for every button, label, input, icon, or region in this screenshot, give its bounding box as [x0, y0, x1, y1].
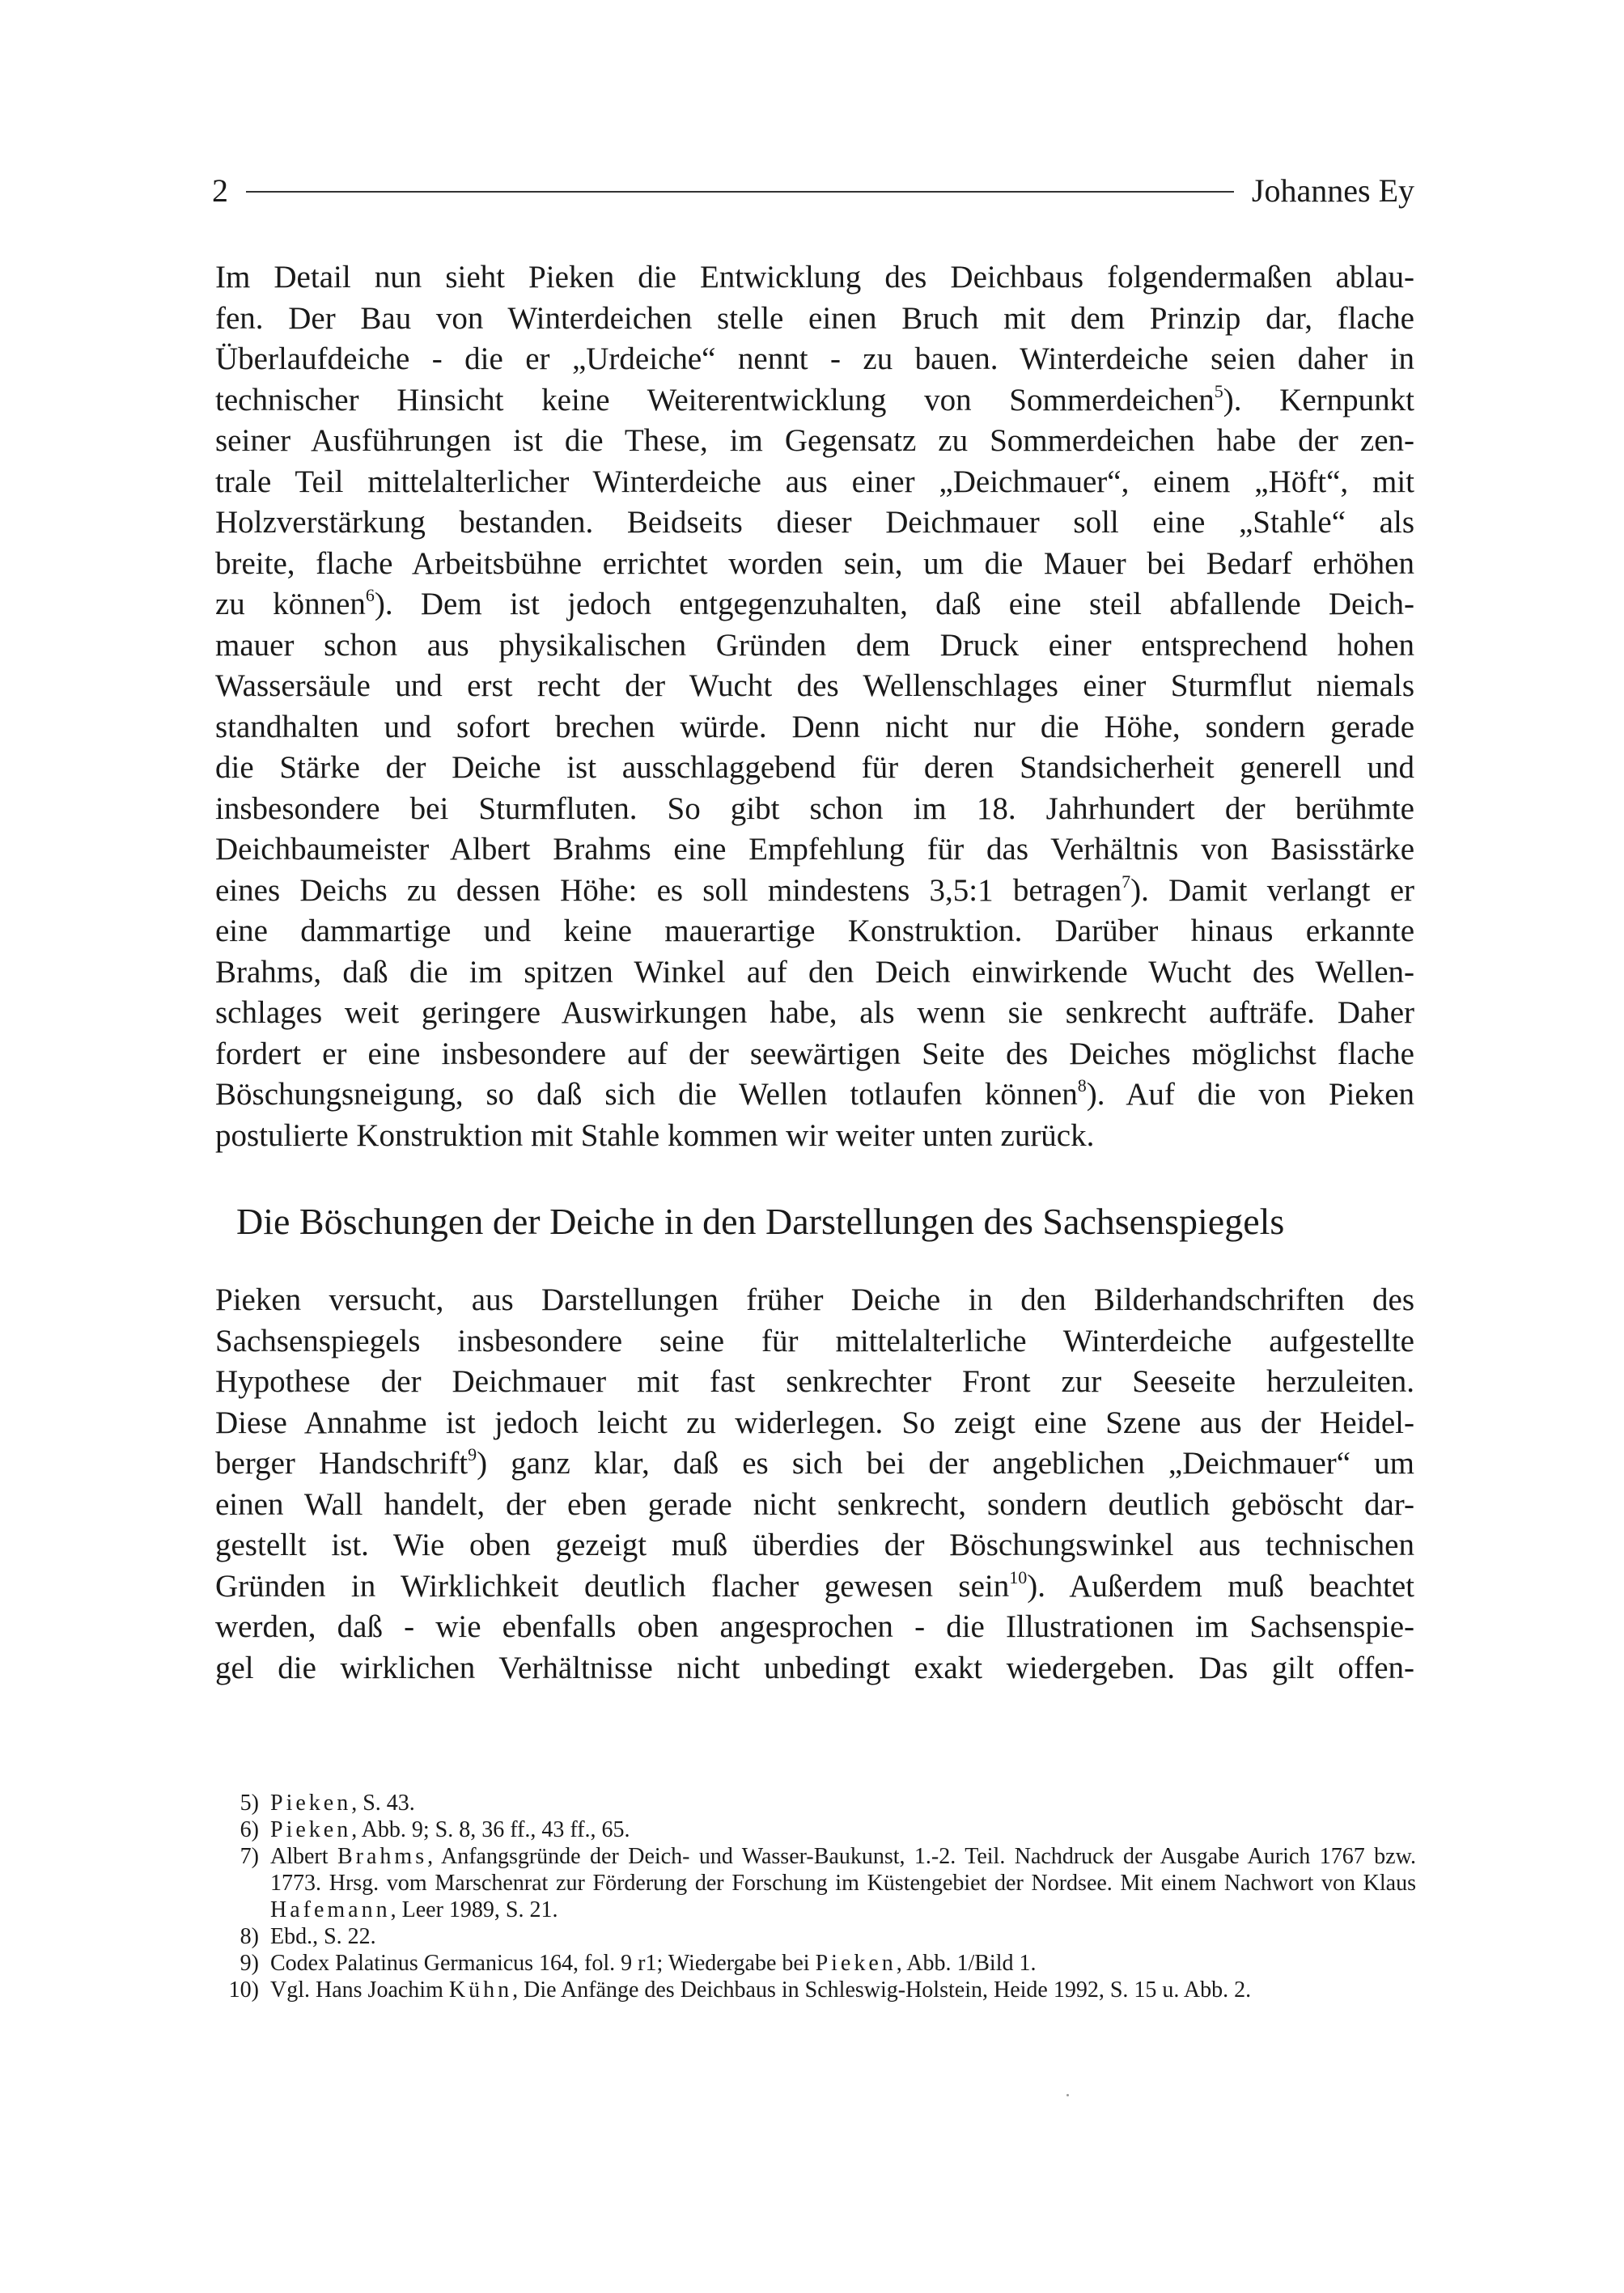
text-line: mauer schon aus physikalischen Gründen dem Druck einer entsprechend hohen	[215, 627, 1414, 663]
text-line: trale Teil mittelalterlicher Winterdeiche aus einer „Deichmauer“, einem „Höft“, mit	[215, 464, 1414, 499]
footnote-7: 7) Albert Brahms, Anfangsgründe der Deich- und Wasser-Baukunst, 1.-2. Teil. Nachdruck der Ausgabe Aurich 1767 bzw. 1773. Hrsg. vom Marschenrat zur Förderung der Forschung im Küstengebiet der Nordsee. Mit einem Nachwort von Klaus Hafemann, Leer 1989, S. 21.	[202, 1843, 1416, 1923]
footnote-5: 5) Pieken, S. 43.	[202, 1790, 1416, 1816]
paragraph-2	[215, 1280, 1414, 1689]
section-heading: Die Böschungen der Deiche in den Darstellungen des Sachsenspiegels	[236, 1201, 1285, 1242]
footnote-8: 8) Ebd., S. 22.	[202, 1923, 1416, 1950]
text-line: seiner Ausführungen ist die These, im Gegensatz zu Sommerdeichen habe der zen-	[215, 423, 1414, 458]
footnote-number: 10)	[228, 1977, 259, 2003]
page-header	[212, 166, 1414, 214]
author-name: Brahms	[337, 1844, 428, 1869]
text-line: werden, daß - wie ebenfalls oben angesprochen - die Illustrationen im Sachsenspie-	[215, 1609, 1414, 1644]
author-name: Hafemann	[270, 1897, 391, 1922]
text-line: Wassersäule und erst recht der Wucht des Wellenschlages einer Sturmflut niemals	[215, 668, 1414, 703]
text-line: fordert er eine insbesondere auf der seewärtigen Seite des Deiches möglichst flache	[215, 1036, 1414, 1071]
author-name: Pieken	[270, 1817, 352, 1842]
text-line: schlages weit geringere Auswirkungen habe, als wenn sie senkrecht aufträfe. Daher	[215, 995, 1414, 1030]
footnote-9: 9) Codex Palatinus Germanicus 164, fol. 9 r1; Wiedergabe bei Pieken, Abb. 1/Bild 1.	[202, 1950, 1416, 1977]
footnote-ref-6[interactable]: 6	[365, 585, 375, 605]
footnote-number: 7)	[240, 1844, 259, 1869]
text-line: zu können$^6$). Dem ist jedoch entgegenzuhalten, daß eine steil abfallende Deich-	[215, 585, 1415, 621]
author-name: Pieken	[815, 1951, 897, 1976]
paragraph-1	[215, 257, 1414, 1156]
footnote-number: 8)	[240, 1924, 259, 1949]
footnote-6: 6) Pieken, Abb. 9; S. 8, 36 ff., 43 ff., 65.	[202, 1816, 1416, 1843]
page-number: 2	[212, 172, 228, 209]
footnote-ref-8[interactable]: 8	[1077, 1075, 1087, 1096]
footnote-ref-9[interactable]: 9	[468, 1444, 477, 1464]
text-line: eine dammartige und keine mauerartige Konstruktion. Darüber hinaus erkannte	[215, 913, 1414, 948]
running-head-author: Johannes Ey	[1251, 172, 1414, 209]
text-line: standhalten und sofort brechen würde. Denn nicht nur die Höhe, sondern gerade	[215, 709, 1414, 744]
text-line: insbesondere bei Sturmfluten. So gibt schon im 18. Jahrhundert der berühmte	[215, 790, 1414, 826]
text-line: Diese Annahme ist jedoch leicht zu widerlegen. So zeigt eine Szene aus der Heidel-	[215, 1405, 1414, 1440]
text-line: Überlaufdeiche - die er „Urdeiche“ nennt - zu bauen. Winterdeiche seien daher in	[215, 341, 1414, 376]
text-line: Deichbaumeister Albert Brahms eine Empfehlung für das Verhältnis von Basisstärke	[215, 832, 1414, 867]
footnote-number: 9)	[240, 1951, 259, 1976]
author-name: Pieken	[270, 1791, 352, 1816]
footnote-number: 6)	[240, 1817, 259, 1842]
header-rule	[246, 191, 1234, 193]
text-line: technischer Hinsicht keine Weiterentwicklung von Sommerdeichen$^5$). Kernpunkt	[215, 380, 1414, 417]
text-line: gestellt ist. Wie oben gezeigt muß überdies der Böschungswinkel aus technischen	[215, 1528, 1414, 1562]
text-line: Brahms, daß die im spitzen Winkel auf den Deich einwirkende Wucht des Wellen-	[215, 954, 1414, 990]
footnote-ref-5[interactable]: 5	[1214, 380, 1223, 401]
text-line: Sachsenspiegels insbesondere seine für mittelalterliche Winterdeiche aufgestellte	[215, 1323, 1414, 1358]
footnote-10: 10) Vgl. Hans Joachim Kühn, Die Anfänge des Deichbaus in Schleswig-Holstein, Heide 1992, S. 15 u. Abb. 2.	[202, 1977, 1416, 2003]
footnotes	[202, 1790, 1416, 2003]
author-name: Kühn	[448, 1977, 513, 2003]
scan-speck	[1066, 2094, 1069, 2096]
text-line: berger Handschrift$^9$) ganz klar, daß es sich bei der angeblichen „Deichmauer“ um	[215, 1444, 1415, 1481]
text-line: Böschungsneigung, so daß sich die Wellen totlaufen können$^8$). Auf die von Pieken	[215, 1075, 1414, 1112]
footnote-ref-7[interactable]: 7	[1122, 871, 1131, 892]
footnote-number: 5)	[240, 1791, 259, 1816]
text-line: einen Wall handelt, der eben gerade nicht senkrecht, sondern deutlich geböscht dar-	[215, 1486, 1414, 1522]
text-line: eines Deichs zu dessen Höhe: es soll mindestens 3,5:1 betragen$^7$). Damit verlangt er	[215, 871, 1415, 908]
text-line: Hypothese der Deichmauer mit fast senkrechter Front zur Seeseite herzuleiten.	[215, 1364, 1414, 1399]
footnote-ref-10[interactable]: 10	[1009, 1566, 1028, 1587]
text-line: Pieken versucht, aus Darstellungen früher Deiche in den Bilderhandschriften des	[215, 1282, 1414, 1317]
text-line: Im Detail nun sieht Pieken die Entwicklung des Deichbaus folgendermaßen ablau-	[215, 260, 1414, 295]
text-line: gel die wirklichen Verhältnisse nicht unbedingt exakt wiedergeben. Das gilt offen-	[215, 1650, 1414, 1685]
text-line: Gründen in Wirklichkeit deutlich flacher gewesen sein$^{10}$). Außerdem muß beachtet	[215, 1566, 1414, 1604]
text-line: Holzverstärkung bestanden. Beidseits dieser Deichmauer soll eine „Stahle“ als	[215, 505, 1414, 540]
text-line: postulierte Konstruktion mit Stahle kommen wir weiter unten zurück.	[215, 1117, 1095, 1153]
text-line: die Stärke der Deiche ist ausschlaggebend für deren Standsicherheit generell und	[215, 750, 1414, 785]
text-line: fen. Der Bau von Winterdeichen stelle einen Bruch mit dem Prinzip dar, flache	[215, 300, 1414, 336]
text-line: breite, flache Arbeitsbühne errichtet worden sein, um die Mauer bei Bedarf erhöhen	[215, 545, 1414, 581]
